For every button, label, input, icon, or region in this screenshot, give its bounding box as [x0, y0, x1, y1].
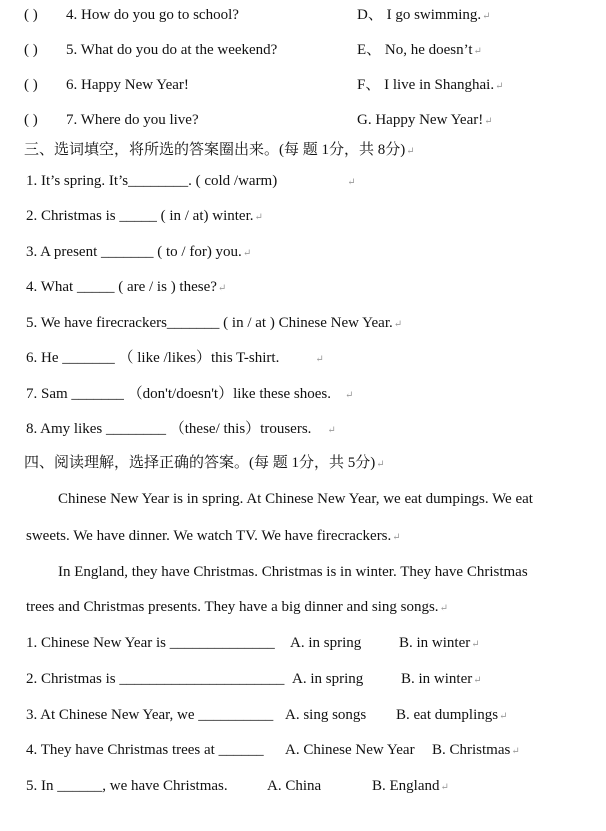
reading-option-3a: A. sing songs	[285, 707, 367, 723]
matching-answer-d: D、 I go swimming.↵	[357, 7, 491, 23]
section4-title: 四、阅读理解，选择正确的答案。(每 题 1分，共 5分)↵	[24, 455, 385, 471]
reading-option-2b: B. in winter↵	[401, 671, 482, 687]
matching-question-6: 6. Happy New Year!	[66, 77, 189, 93]
reading-question-1: 1. Chinese New Year is ______________	[26, 635, 275, 651]
matching-question-5: 5. What do you do at the weekend?	[66, 42, 278, 58]
matching-question-7: 7. Where do you live?	[66, 112, 199, 128]
return-icon: ↵	[484, 116, 493, 127]
return-icon: ↵	[392, 532, 401, 543]
return-icon: ↵	[376, 459, 385, 470]
passage-line-1: Chinese New Year is in spring. At Chinese New Year, we eat dumpings. We eat	[58, 491, 533, 507]
section3-item-3: 3. A present _______ ( to / for) you.↵	[26, 244, 252, 260]
reading-option-4a: A. Chinese New Year	[285, 742, 415, 758]
return-icon: ↵	[482, 11, 491, 22]
passage-line-3: In England, they have Christmas. Christmas is in winter. They have Christmas	[58, 564, 528, 580]
passage-line-4: trees and Christmas presents. They have a big dinner and sing songs.↵	[26, 599, 448, 615]
section3-item-2: 2. Christmas is _____ ( in / at) winter.↵	[26, 208, 263, 224]
return-icon: ↵	[254, 212, 263, 223]
reading-option-2a: A. in spring	[292, 671, 364, 687]
return-icon: ↵	[473, 675, 482, 686]
section3-title: 三、选词填空，将所选的答案圈出来。(每 题 1分，共 8分)↵	[24, 142, 415, 158]
section3-item-5: 5. We have firecrackers_______ ( in / at ) Chinese New Year.↵	[26, 315, 403, 331]
matching-paren-7: ( )	[24, 112, 38, 128]
return-icon: ↵	[217, 283, 227, 294]
return-icon: ↵	[473, 46, 482, 57]
return-icon: ↵	[344, 390, 354, 401]
return-icon: ↵	[499, 711, 508, 722]
reading-option-5b: B. England↵	[372, 778, 449, 794]
reading-question-4: 4. They have Christmas trees at ______	[26, 742, 264, 758]
return-icon: ↵	[347, 177, 356, 188]
reading-option-3b: B. eat dumplings↵	[396, 707, 508, 723]
matching-answer-e: E、 No, he doesn’t↵	[357, 42, 482, 58]
return-icon: ↵	[315, 354, 324, 365]
matching-question-4: 4. How do you go to school?	[66, 7, 239, 23]
reading-question-5: 5. In ______, we have Christmas.	[26, 778, 228, 794]
return-icon: ↵	[242, 248, 252, 259]
return-icon: ↵	[471, 639, 480, 650]
matching-paren-6: ( )	[24, 77, 38, 93]
matching-paren-4: ( )	[24, 7, 38, 23]
return-icon: ↵	[495, 81, 504, 92]
matching-answer-g: G. Happy New Year!↵	[357, 112, 493, 128]
matching-paren-5: ( )	[24, 42, 38, 58]
return-icon: ↵	[440, 782, 449, 793]
reading-question-3: 3. At Chinese New Year, we __________	[26, 707, 274, 723]
return-icon: ↵	[327, 425, 336, 436]
reading-question-2: 2. Christmas is ______________________	[26, 671, 285, 687]
passage-line-2: sweets. We have dinner. We watch TV. We have firecrackers.↵	[26, 528, 401, 544]
section3-item-7: 7. Sam _______ （don't/doesn't）like these shoes. ↵	[26, 386, 354, 402]
section3-item-8: 8. Amy likes ________ （these/ this）trousers. ↵	[26, 421, 336, 437]
section3-item-4: 4. What _____ ( are / is ) these?↵	[26, 279, 227, 295]
return-icon: ↵	[406, 146, 415, 157]
return-icon: ↵	[511, 746, 520, 757]
return-icon: ↵	[439, 603, 448, 614]
reading-option-4b: B. Christmas↵	[432, 742, 520, 758]
reading-option-1a: A. in spring	[290, 635, 362, 651]
section3-item-6: 6. He _______ （ like /likes）this T-shirt. ↵	[26, 350, 324, 366]
reading-option-1b: B. in winter↵	[399, 635, 480, 651]
matching-answer-f: F、 I live in Shanghai.↵	[357, 77, 504, 93]
reading-option-5a: A. China	[267, 778, 322, 794]
return-icon: ↵	[393, 319, 403, 330]
section3-item-1: 1. It’s spring. It’s________. ( cold /warm) ↵	[26, 173, 356, 189]
